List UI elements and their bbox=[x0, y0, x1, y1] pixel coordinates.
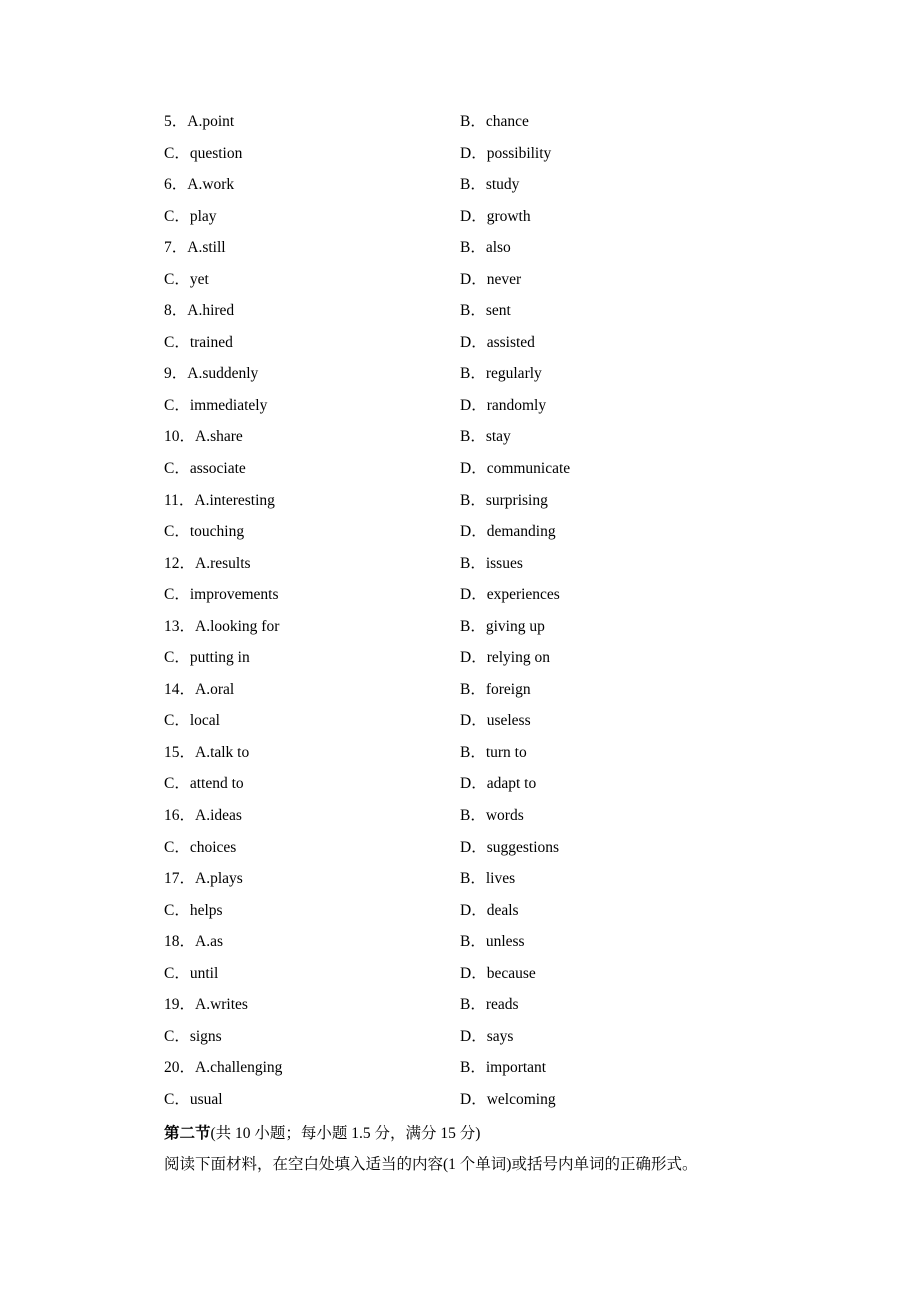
option-right: D．relying on bbox=[460, 649, 550, 667]
option-row bbox=[164, 1056, 764, 1088]
option-left: C．usual bbox=[164, 1090, 223, 1108]
option-row bbox=[164, 583, 764, 615]
option-row bbox=[164, 993, 764, 1025]
option-right: D．growth bbox=[460, 207, 531, 225]
option-right: D．demanding bbox=[460, 523, 556, 541]
option-row bbox=[164, 110, 764, 142]
option-left: 11．A.interesting bbox=[164, 491, 275, 509]
option-row bbox=[164, 205, 764, 237]
option-row bbox=[164, 362, 764, 394]
option-row bbox=[164, 678, 764, 710]
option-right: D．because bbox=[460, 964, 536, 982]
option-right: B．regularly bbox=[460, 365, 542, 383]
option-right: D．experiences bbox=[460, 586, 560, 604]
option-right: B．stay bbox=[460, 428, 511, 446]
option-left: 20．A.challenging bbox=[164, 1059, 283, 1077]
option-left: 10．A.share bbox=[164, 428, 243, 446]
option-row bbox=[164, 615, 764, 647]
option-left: C．helps bbox=[164, 901, 223, 919]
option-left: C．play bbox=[164, 207, 217, 225]
option-row bbox=[164, 173, 764, 205]
option-left: 16．A.ideas bbox=[164, 807, 242, 825]
option-row bbox=[164, 142, 764, 174]
option-left: C．question bbox=[164, 144, 243, 162]
option-right: B．also bbox=[460, 239, 511, 257]
option-right: B．turn to bbox=[460, 743, 527, 761]
option-row bbox=[164, 772, 764, 804]
option-left: 15．A.talk to bbox=[164, 743, 250, 761]
option-row bbox=[164, 520, 764, 552]
option-left: C．trained bbox=[164, 333, 233, 351]
option-row bbox=[164, 867, 764, 899]
option-left: 6．A.work bbox=[164, 176, 235, 194]
option-left: C．attend to bbox=[164, 775, 244, 793]
option-right: D．useless bbox=[460, 712, 531, 730]
option-left: 5．A.point bbox=[164, 113, 235, 130]
option-right: B．reads bbox=[460, 996, 519, 1014]
option-right: B．surprising bbox=[460, 491, 548, 509]
option-left: 17．A.plays bbox=[164, 870, 243, 888]
option-left: 14．A.oral bbox=[164, 680, 235, 698]
option-left: 9．A.suddenly bbox=[164, 365, 259, 383]
option-left: C．choices bbox=[164, 838, 237, 856]
option-row bbox=[164, 268, 764, 300]
option-left: C．associate bbox=[164, 460, 246, 478]
option-row bbox=[164, 836, 764, 868]
option-right: B．giving up bbox=[460, 617, 545, 635]
option-right: B．unless bbox=[460, 933, 525, 951]
option-row bbox=[164, 804, 764, 836]
option-row bbox=[164, 899, 764, 931]
option-left: C．touching bbox=[164, 523, 245, 541]
option-right: D．communicate bbox=[460, 460, 571, 478]
option-right: D．says bbox=[460, 1027, 514, 1045]
option-left: C．local bbox=[164, 712, 220, 730]
option-left: 19．A.writes bbox=[164, 996, 248, 1014]
option-right: D．deals bbox=[460, 901, 519, 919]
option-left: 12．A.results bbox=[164, 554, 251, 572]
option-left: 18．A.as bbox=[164, 933, 223, 951]
section-instructions: 阅读下面材料，在空白处填入适当的内容(1 个单词)或括号内单词的正确形式。 bbox=[164, 1156, 698, 1173]
option-right: B．issues bbox=[460, 554, 523, 572]
option-left: C．until bbox=[164, 964, 219, 982]
option-right: B．foreign bbox=[460, 680, 531, 698]
option-left: C．immediately bbox=[164, 396, 268, 414]
option-row bbox=[164, 1025, 764, 1057]
option-row bbox=[164, 930, 764, 962]
option-row bbox=[164, 489, 764, 521]
option-row bbox=[164, 552, 764, 584]
option-right: D．randomly bbox=[460, 396, 547, 414]
answer-options-list bbox=[164, 110, 764, 1120]
option-right: B．study bbox=[460, 176, 520, 194]
option-right: B．chance bbox=[460, 113, 529, 130]
option-row bbox=[164, 709, 764, 741]
option-left: C．yet bbox=[164, 270, 209, 288]
option-left: C．putting in bbox=[164, 649, 250, 667]
option-left: 7．A.still bbox=[164, 239, 226, 257]
option-row bbox=[164, 236, 764, 268]
section-detail: (共 10 小题；每小题 1.5 分，满分 15 分) bbox=[210, 1125, 481, 1142]
option-right: D．possibility bbox=[460, 144, 552, 162]
option-row bbox=[164, 962, 764, 994]
option-right: D．adapt to bbox=[460, 775, 537, 793]
option-row bbox=[164, 646, 764, 678]
option-left: C．improvements bbox=[164, 586, 279, 604]
option-right: B．words bbox=[460, 807, 524, 825]
option-row bbox=[164, 299, 764, 331]
option-row bbox=[164, 331, 764, 363]
option-row bbox=[164, 394, 764, 426]
option-row bbox=[164, 425, 764, 457]
option-right: B．lives bbox=[460, 870, 516, 888]
option-right: B．important bbox=[460, 1059, 547, 1077]
option-left: 13．A.looking for bbox=[164, 617, 280, 635]
section-title: 第二节 bbox=[164, 1125, 211, 1142]
option-row bbox=[164, 1088, 764, 1120]
option-right: D．suggestions bbox=[460, 838, 560, 856]
option-row bbox=[164, 741, 764, 773]
option-left: C．signs bbox=[164, 1027, 222, 1045]
section-heading bbox=[164, 1122, 480, 1146]
option-right: D．welcoming bbox=[460, 1090, 556, 1108]
option-left: 8．A.hired bbox=[164, 302, 235, 320]
option-right: D．never bbox=[460, 270, 522, 288]
option-right: D．assisted bbox=[460, 333, 535, 351]
option-row bbox=[164, 457, 764, 489]
option-right: B．sent bbox=[460, 302, 511, 320]
